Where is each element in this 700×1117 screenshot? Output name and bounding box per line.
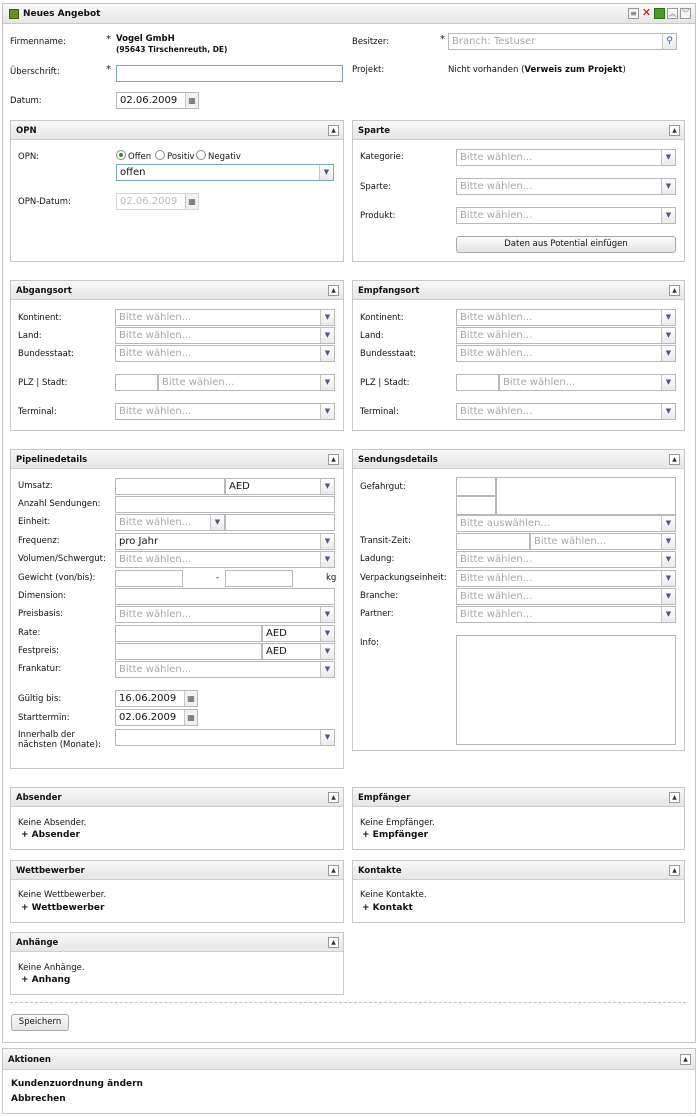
chevron-down-icon[interactable]: ▼ <box>320 479 334 494</box>
datum-input[interactable] <box>116 92 199 109</box>
verpackung-placeholder: Bitte wählen... <box>460 573 533 584</box>
emp-plz-input[interactable] <box>456 374 499 391</box>
chevron-down-icon[interactable]: ▼ <box>320 552 334 567</box>
chevron-down-icon[interactable]: ▼ <box>320 607 334 622</box>
close-icon[interactable]: ✕ <box>641 6 652 19</box>
collapse-up-icon[interactable]: ︽ <box>668 9 677 18</box>
chevron-down-icon[interactable]: ▼ <box>661 534 675 549</box>
verpackung-label: Verpackungseinheit: <box>360 573 447 583</box>
chevron-down-icon[interactable]: ▼ <box>661 310 675 325</box>
abg-plz-input[interactable] <box>115 374 158 391</box>
anhaenge-empty: Keine Anhänge. <box>18 963 85 973</box>
frankatur-select[interactable] <box>115 661 335 678</box>
opn-datum-label: OPN-Datum: <box>18 197 71 207</box>
action-abbrechen[interactable]: Abbrechen <box>11 1094 66 1104</box>
collapse-icon[interactable]: ▲ <box>669 125 680 136</box>
chevron-down-icon[interactable]: ▼ <box>320 534 334 549</box>
divider <box>10 1002 686 1003</box>
transit-label: Transit-Zeit: <box>360 536 411 546</box>
emp-kontinent-label: Kontinent: <box>360 313 404 323</box>
add-anhang-link[interactable]: + Anhang <box>21 975 71 985</box>
kontakte-title: Kontakte <box>358 866 402 876</box>
abg-land-select[interactable] <box>115 327 335 344</box>
preisbasis-select[interactable] <box>115 606 335 623</box>
gefahrgut-select[interactable] <box>456 515 676 532</box>
transit-placeholder: Bitte wählen... <box>534 536 607 547</box>
abg-kontinent-label: Kontinent: <box>18 313 62 323</box>
gefahrgut-label: Gefahrgut: <box>360 482 406 492</box>
abg-terminal-select[interactable] <box>115 403 335 420</box>
add-kontakt-link[interactable]: + Kontakt <box>362 903 413 913</box>
window-titlebar <box>3 4 695 24</box>
innerhalb-select[interactable] <box>115 729 335 746</box>
abg-kontinent-placeholder: Bitte wählen... <box>119 312 192 323</box>
festpreis-input[interactable] <box>115 643 262 660</box>
abg-kontinent-select[interactable] <box>115 309 335 326</box>
empfaenger-title: Empfänger <box>358 793 411 803</box>
gefahrgut-textarea[interactable] <box>496 477 676 515</box>
festpreis-currency-value: AED <box>266 646 287 657</box>
partner-label: Partner: <box>360 609 394 619</box>
projekt-label: Projekt: <box>352 65 385 75</box>
collapse-icon[interactable]: ▲ <box>328 937 339 948</box>
dimension-input[interactable] <box>115 588 335 605</box>
radio-offen-label: Offen <box>128 152 152 162</box>
frequenz-value: pro Jahr <box>119 536 159 547</box>
add-empfaenger-link[interactable]: + Empfänger <box>362 830 429 840</box>
actions-title: Aktionen <box>8 1055 51 1065</box>
wettbewerber-empty: Keine Wettbewerber. <box>18 890 107 900</box>
gueltig-input[interactable] <box>115 690 198 707</box>
preisbasis-placeholder: Bitte wählen... <box>119 609 192 620</box>
produkt-select[interactable] <box>456 207 676 224</box>
anhaenge-title: Anhänge <box>16 938 59 948</box>
ueberschrift-label: Überschrift: <box>10 67 60 77</box>
emp-stadt-select[interactable] <box>499 374 676 391</box>
wettbewerber-title: Wettbewerber <box>16 866 85 876</box>
chevron-down-icon[interactable]: ▼ <box>320 346 334 361</box>
innerhalb-label-2: nächsten (Monate): <box>18 740 101 750</box>
window-icon <box>9 9 19 19</box>
umsatz-currency-value: AED <box>229 481 250 492</box>
list-icon[interactable]: ≡ <box>628 8 639 19</box>
chevron-down-icon[interactable]: ▼ <box>210 515 224 530</box>
dimension-label: Dimension: <box>18 591 67 601</box>
calendar-icon[interactable]: ▦ <box>184 710 197 725</box>
opn-select[interactable] <box>116 164 334 181</box>
abgangsort-title: Abgangsort <box>16 286 72 296</box>
chevron-down-icon[interactable]: ▼ <box>319 165 333 180</box>
frequenz-label: Frequenz: <box>18 536 60 546</box>
ueberschrift-input[interactable] <box>116 65 343 82</box>
chevron-down-icon[interactable]: ▼ <box>661 404 675 419</box>
volumen-placeholder: Bitte wählen... <box>119 554 192 565</box>
emp-terminal-label: Terminal: <box>360 407 399 417</box>
gewicht-separator: - <box>216 573 220 583</box>
kategorie-placeholder: Bitte wählen... <box>460 152 533 163</box>
required-mark: * <box>440 34 445 45</box>
potential-import-button[interactable]: Daten aus Potential einfügen <box>456 236 676 253</box>
radio-negativ[interactable] <box>196 150 206 160</box>
volumen-label: Volumen/Schwergut: <box>18 554 106 564</box>
calendar-icon: ▦ <box>185 194 198 209</box>
gewicht-label: Gewicht (von/bis): <box>18 573 96 583</box>
rate-currency-select[interactable] <box>262 625 335 642</box>
anzahl-input[interactable] <box>115 496 335 513</box>
emp-kontinent-placeholder: Bitte wählen... <box>460 312 533 323</box>
emp-bundesstaat-select[interactable] <box>456 345 676 362</box>
einheit-label: Einheit: <box>18 517 51 527</box>
save-icon[interactable] <box>654 8 665 19</box>
required-mark: * <box>106 64 111 75</box>
ladung-select[interactable] <box>456 551 676 568</box>
branche-label: Branche: <box>360 591 399 601</box>
sparte-placeholder: Bitte wählen... <box>460 181 533 192</box>
add-wettbewerber-link[interactable]: + Wettbewerber <box>21 903 105 913</box>
emp-bundesstaat-placeholder: Bitte wählen... <box>460 348 533 359</box>
emp-stadt-placeholder: Bitte wählen... <box>503 377 576 388</box>
einheit-select[interactable] <box>115 514 225 531</box>
starttermin-input[interactable] <box>115 709 198 726</box>
opn-datum-value: 02.06.2009 <box>120 196 178 207</box>
frequenz-select[interactable] <box>115 533 335 550</box>
company-address: (95643 Tirschenreuth, DE) <box>116 45 228 54</box>
chevron-down-icon[interactable]: ▼ <box>320 328 334 343</box>
emp-terminal-placeholder: Bitte wählen... <box>460 406 533 417</box>
owner-input[interactable] <box>448 33 677 50</box>
abg-stadt-select[interactable] <box>158 374 335 391</box>
besitzer-label: Besitzer: <box>352 37 390 47</box>
calendar-icon[interactable]: ▦ <box>185 93 198 108</box>
abg-stadt-placeholder: Bitte wählen... <box>162 377 235 388</box>
rate-input[interactable] <box>115 625 262 642</box>
chevron-down-icon[interactable]: ▼ <box>320 626 334 641</box>
abg-land-label: Land: <box>18 331 42 341</box>
collapse-icon[interactable]: ▲ <box>328 792 339 803</box>
projekt-close: ) <box>622 65 626 75</box>
absender-empty: Keine Absender. <box>18 818 87 828</box>
chevron-down-icon[interactable]: ▼ <box>661 571 675 586</box>
empfaenger-empty: Keine Empfänger. <box>360 818 435 828</box>
umsatz-currency-select[interactable] <box>225 478 335 495</box>
chevron-down-icon[interactable]: ▼ <box>661 375 675 390</box>
abg-bundesstaat-select[interactable] <box>115 345 335 362</box>
chevron-down-icon[interactable]: ▼ <box>320 730 334 745</box>
opn-select-value: offen <box>120 167 146 178</box>
chevron-down-icon[interactable]: ▼ <box>661 179 675 194</box>
collapse-icon[interactable]: ▲ <box>669 865 680 876</box>
opn-datum-input <box>116 193 199 210</box>
collapse-icon[interactable]: ▲ <box>328 865 339 876</box>
chevron-down-icon[interactable]: ▼ <box>661 328 675 343</box>
sparte-select[interactable] <box>456 178 676 195</box>
umsatz-input[interactable] <box>115 478 225 495</box>
transit-select[interactable] <box>530 533 676 550</box>
chevron-down-icon[interactable]: ▼ <box>661 589 675 604</box>
ladung-label: Ladung: <box>360 554 395 564</box>
save-button[interactable]: Speichern <box>11 1014 69 1031</box>
transit-input[interactable] <box>456 533 530 550</box>
partner-select[interactable] <box>456 606 676 623</box>
verpackung-select[interactable] <box>456 570 676 587</box>
action-kundenzuordnung[interactable]: Kundenzuordnung ändern <box>11 1079 143 1089</box>
chevron-down-icon[interactable]: ▼ <box>320 375 334 390</box>
produkt-placeholder: Bitte wählen... <box>460 210 533 221</box>
radio-negativ-label: Negativ <box>208 152 241 162</box>
produkt-label: Produkt: <box>360 211 396 221</box>
partner-placeholder: Bitte wählen... <box>460 609 533 620</box>
window-title: Neues Angebot <box>23 9 101 19</box>
gueltig-label: Gültig bis: <box>18 694 62 704</box>
abg-terminal-placeholder: Bitte wählen... <box>119 406 192 417</box>
add-absender-link[interactable]: + Absender <box>21 830 80 840</box>
gefahrgut-placeholder: Bitte auswählen... <box>460 518 550 529</box>
rate-label: Rate: <box>18 628 41 638</box>
projekt-status <box>448 65 626 75</box>
collapse-icon[interactable]: ▲ <box>669 792 680 803</box>
frankatur-label: Frankatur: <box>18 664 62 674</box>
collapse-icon[interactable]: ▲ <box>680 1054 691 1065</box>
emp-plz-label: PLZ | Stadt: <box>360 378 410 388</box>
collapse-icon[interactable]: ▲ <box>328 125 339 136</box>
chevron-down-icon[interactable]: ▼ <box>320 310 334 325</box>
branche-select[interactable] <box>456 588 676 605</box>
firmenname-label: Firmenname: <box>10 37 66 47</box>
emp-land-placeholder: Bitte wählen... <box>460 330 533 341</box>
datum-label: Datum: <box>10 96 42 106</box>
required-mark: * <box>106 34 111 45</box>
gewicht-bis-input[interactable] <box>225 570 293 587</box>
gefahrgut-code-2[interactable] <box>456 496 496 515</box>
abg-bundesstaat-placeholder: Bitte wählen... <box>119 348 192 359</box>
emp-kontinent-select[interactable] <box>456 309 676 326</box>
gefahrgut-code-1[interactable] <box>456 477 496 496</box>
chevron-down-icon[interactable]: ▼ <box>661 346 675 361</box>
einheit-input[interactable] <box>225 514 335 531</box>
calendar-icon[interactable]: ▦ <box>184 691 197 706</box>
festpreis-label: Festpreis: <box>18 646 60 656</box>
emp-bundesstaat-label: Bundesstaat: <box>360 349 417 359</box>
chevron-down-icon[interactable]: ▼ <box>661 150 675 165</box>
frankatur-placeholder: Bitte wählen... <box>119 664 192 675</box>
emp-terminal-select[interactable] <box>456 403 676 420</box>
gewicht-unit: kg <box>326 573 337 583</box>
expand-down-icon[interactable]: ︾ <box>681 9 690 18</box>
pipeline-title: Pipelinedetails <box>16 455 88 465</box>
collapse-icon[interactable]: ▲ <box>669 454 680 465</box>
collapse-icon[interactable]: ▲ <box>328 285 339 296</box>
kategorie-select[interactable] <box>456 149 676 166</box>
rate-currency-value: AED <box>266 628 287 639</box>
opn-label: OPN: <box>18 152 40 162</box>
sparte-title: Sparte <box>358 126 390 136</box>
emp-land-select[interactable] <box>456 327 676 344</box>
chevron-down-icon[interactable]: ▼ <box>661 552 675 567</box>
owner-placeholder: Branch: Testuser <box>452 36 536 47</box>
info-textarea[interactable] <box>456 635 676 745</box>
radio-offen[interactable] <box>116 150 126 160</box>
starttermin-label: Starttermin: <box>18 713 70 723</box>
projekt-status-text: Nicht vorhanden ( <box>448 65 525 75</box>
abg-bundesstaat-label: Bundesstaat: <box>18 349 75 359</box>
einheit-placeholder: Bitte wählen... <box>119 517 192 528</box>
sendung-title: Sendungsdetails <box>358 455 438 465</box>
absender-title: Absender <box>16 793 62 803</box>
branche-placeholder: Bitte wählen... <box>460 591 533 602</box>
chevron-down-icon[interactable]: ▼ <box>320 662 334 677</box>
sparte-label: Sparte: <box>360 182 391 192</box>
chevron-down-icon[interactable]: ▼ <box>661 607 675 622</box>
datum-value: 02.06.2009 <box>120 95 178 106</box>
innerhalb-label-1: Innerhalb der <box>18 730 76 740</box>
gueltig-value: 16.06.2009 <box>119 693 177 704</box>
ladung-placeholder: Bitte wählen... <box>460 554 533 565</box>
projekt-link[interactable]: Verweis zum Projekt <box>524 65 623 75</box>
collapse-icon[interactable]: ▲ <box>328 454 339 465</box>
kategorie-label: Kategorie: <box>360 152 404 162</box>
abg-plz-label: PLZ | Stadt: <box>18 378 68 388</box>
abg-terminal-label: Terminal: <box>18 407 57 417</box>
preisbasis-label: Preisbasis: <box>18 609 63 619</box>
chevron-down-icon[interactable]: ▼ <box>661 516 675 531</box>
volumen-select[interactable] <box>115 551 335 568</box>
gewicht-von-input[interactable] <box>115 570 183 587</box>
kontakte-empty: Keine Kontakte. <box>360 890 427 900</box>
emp-land-label: Land: <box>360 331 384 341</box>
festpreis-currency-select[interactable] <box>262 643 335 660</box>
chevron-down-icon[interactable]: ▼ <box>320 644 334 659</box>
radio-positiv-label: Positiv <box>167 152 195 162</box>
radio-positiv[interactable] <box>155 150 165 160</box>
empfangsort-title: Empfangsort <box>358 286 420 296</box>
chevron-down-icon[interactable]: ▼ <box>661 208 675 223</box>
anzahl-label: Anzahl Sendungen: <box>18 499 101 509</box>
opn-title: OPN <box>16 126 37 136</box>
starttermin-value: 02.06.2009 <box>119 712 177 723</box>
search-icon[interactable]: ⚲ <box>662 34 676 49</box>
company-name: Vogel GmbH <box>116 34 175 44</box>
collapse-icon[interactable]: ▲ <box>669 285 680 296</box>
info-label: Info: <box>360 638 379 648</box>
umsatz-label: Umsatz: <box>18 481 53 491</box>
opn-panel <box>10 120 344 262</box>
chevron-down-icon[interactable]: ▼ <box>320 404 334 419</box>
abg-land-placeholder: Bitte wählen... <box>119 330 192 341</box>
